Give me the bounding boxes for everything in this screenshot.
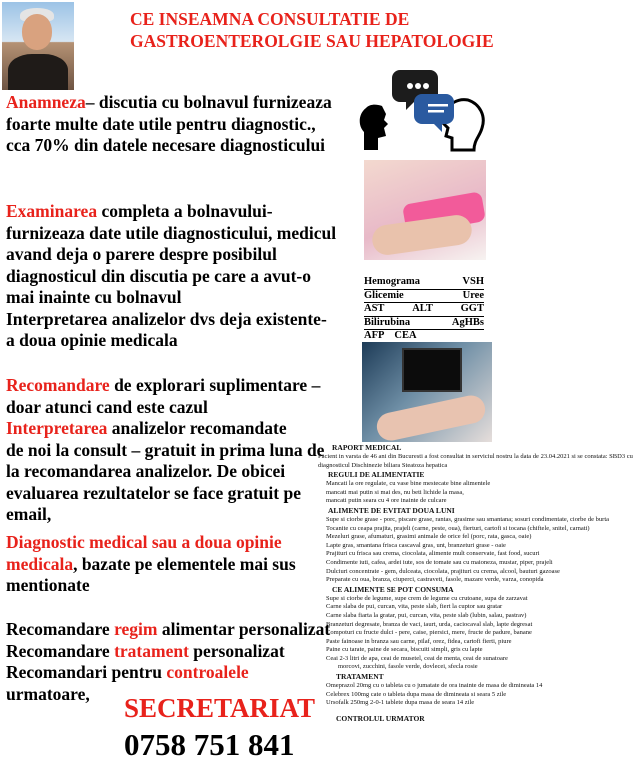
anamneza-paragraph — [6, 92, 366, 157]
lab-tests-table — [364, 276, 484, 344]
diagnostic-line-3: mentionate — [6, 575, 90, 595]
diagnostic-line-2-rest: , bazate pe elementele mai sus — [73, 553, 296, 574]
page-title — [130, 8, 600, 52]
report-evitat-list — [318, 516, 636, 585]
secretariat-label: SECRETARIAT — [124, 693, 316, 723]
list-item: • Ceai 2-3 litri de apa, ceai de musetel, ceai de menta, ceai de sunatoare — [326, 655, 636, 664]
list-item: • Prajituri cu frisca sau crema, ciocolata, alimente mult conservate, fast food, sucuri — [326, 550, 636, 559]
report-consuma-heading: CE ALIMENTE SE POT CONSUMA — [332, 584, 454, 594]
anamneza-term: Anamneza — [6, 92, 86, 112]
examinarea-line-5: mai inainte cu bolnavul — [6, 287, 182, 307]
list-item: • mancati putin seara cu 4 ore inainte de culcare — [326, 497, 636, 506]
anamneza-line-2: foarte multe date utile pentru diagnostic., — [6, 113, 316, 134]
list-item: • Preparate cu oua, branza, ciuperci, castraveti, fasole, mazare verde, varza, conopida — [326, 576, 636, 585]
report-regim-list — [318, 480, 636, 506]
recomandare-paragraph — [6, 375, 351, 526]
recomandare-line-3: analizelor recomandate — [107, 418, 287, 438]
medical-report-document — [318, 443, 636, 773]
anamneza-line-3: cca 70% din datele necesare diagnosticului — [6, 135, 326, 155]
list-item: • mancati mai putin si mai des, nu beti lichide la masa, — [326, 489, 636, 498]
list-item: • Omeprazol 20mg cu o tableta cu o jumatate de ora inainte de masa de dimineata 14 — [326, 682, 636, 691]
regim-term: regim — [114, 619, 158, 639]
recommendations-line-4: urmatoare, — [6, 683, 90, 704]
list-item: • Celebrex 100mg cate o tableta dupa masa de dimineata si seara 5 zile — [326, 691, 636, 700]
report-regim-heading: REGULI DE ALIMENTATIE — [328, 470, 425, 480]
list-item: • Lapte gras, smantana frisca cascaval gras, unt, branzeturi grase - oaie — [326, 542, 636, 551]
lab-row: AFP CEA — [364, 330, 484, 344]
lab-row: AST ALT GGT — [364, 303, 484, 317]
tratament-term: tratament — [114, 640, 189, 661]
report-control-heading: CONTROLUL URMATOR — [336, 713, 425, 723]
lab-row: Hemograma VSH — [364, 276, 484, 290]
recomandare-line-5: la recomandarea analizelor. De obicei — [6, 461, 286, 481]
list-item: • Dulciuri concentrate - gem, dulceata, ciocolata, prajituri cu crema, alcool, bauturi gazoase — [326, 568, 636, 577]
examinarea-line-1: completa a bolnavului- — [97, 201, 273, 221]
report-intro: Pacient in varsta de 46 ani din Bucuresti a fost consultat in serviciul nostru la data de 23.04.2021 si se constata: SBD3 cu diagnosticul Dischinezie biliara Steatoza hepatica — [318, 453, 633, 469]
examinarea-line-7: a doua opinie medicala — [6, 330, 178, 350]
diagnostic-paragraph — [6, 532, 351, 597]
list-item: • Branzeturi degresate, branza de vaci, iaurt, urda, caciocaval slab, lapte degresat — [326, 621, 636, 630]
recomandare-line-4: de noi la consult – gratuit in prima luna de — [6, 439, 325, 460]
list-item: • Carne slaba fiarta la gratar, pui, curcan, vita, peste slab (lubin, salau, pastrav) — [326, 612, 636, 621]
phone-number[interactable]: 0758 751 841 — [124, 727, 295, 762]
lab-row: Glicemie Uree — [364, 290, 484, 304]
diagnostic-line-2: medicala — [6, 553, 74, 574]
list-item: • Condimente iuti, cafea, ardei iute, sos de tomate sau cu maioneza, mustar, piper, prajeli — [326, 559, 636, 568]
report-consuma-list — [318, 595, 636, 664]
recomandare-line-6: evaluarea rezultatelor se face gratuit pe — [6, 482, 301, 503]
list-item: • Supe si ciorbe de legume, supe crem de legume cu crutoane, supa de zarzavat — [326, 595, 636, 604]
examinarea-line-3: avand deja o parere despre posibilul — [6, 244, 277, 264]
examinarea-line-2: furnizeaza date utile diagnosticului, medicul — [6, 222, 337, 243]
abdominal-exam-photo — [364, 160, 486, 260]
controalele-term: controalele — [166, 662, 249, 682]
list-item: • Mezeluri grase, afumaturi, grasimi animale de orice fel (porc, rata, gasca, oaie) — [326, 533, 636, 542]
list-item: • Paine cu tarate, paine de secara, biscuiti simpli, gris cu lapte — [326, 646, 636, 655]
list-item: • Tocanite cu ceapa prajita, prajeli (carne, peste, oua), fierturi, cartofi si tocana (chiftele, snitel, carnati) — [326, 525, 636, 534]
examinarea-line-6: Interpretarea analizelor dvs deja existente- — [6, 308, 327, 329]
lab-row: Bilirubina AgHBs — [364, 317, 484, 331]
report-tratament-heading: TRATAMENT — [336, 672, 384, 682]
report-evitat-heading: ALIMENTE DE EVITAT DOUA LUNI — [328, 505, 455, 515]
interpretarea-term: Interpretarea — [6, 418, 108, 438]
recomandare-line-1: de explorari suplimentare – — [109, 375, 321, 395]
list-item: • Paste fainoase in branza sau carne, pilaf, orez, fidea, cartofi fierti, piure — [326, 638, 636, 647]
examinarea-paragraph — [6, 201, 366, 352]
report-tratament-list — [318, 682, 636, 708]
list-item: • Mancati la ore regulate, cu vase bine mestecate bine alimentele — [326, 480, 636, 489]
consultation-heads-icon — [356, 64, 492, 152]
report-heading: RAPORT MEDICAL — [332, 443, 402, 452]
list-item: • Supe si ciorbe grase - porc, piscare grase, rantas, grasime sau smantana; sosuri condimentate, ciorbe de burta — [326, 516, 636, 525]
recomandare-line-7: email, — [6, 504, 52, 524]
doctor-portrait — [2, 2, 74, 90]
title-line-2: GASTROENTEROLGIE SAU HEPATOLOGIE — [130, 31, 494, 51]
diagnostic-line-1: Diagnostic medical sau a doua opinie — [6, 532, 282, 552]
ultrasound-exam-photo — [362, 342, 492, 442]
recomandare-term: Recomandare — [6, 375, 110, 395]
examinarea-line-4: diagnosticul din discutia pe care a avut-o — [6, 265, 311, 286]
list-item: • Ursofalk 250mg 2-0-1 tablete dupa masa de seara 14 zile — [326, 699, 636, 708]
anamneza-line-1: – discutia cu bolnavul furnizeaza — [85, 92, 332, 112]
recommendations-list: Recomandare regim alimentar personalizat Recomandare tratament personalizat Recomandari pentru controalele urmatoare, — [6, 619, 336, 705]
list-item: • Compoturi cu fructe dulci - pere, caise, piersici, mere, fructe de padure, banane — [326, 629, 636, 638]
examinarea-term: Examinarea — [6, 201, 98, 221]
list-item: • Carne slaba de pui, curcan, vita, peste slab, fiert la cuptor sau gratar — [326, 603, 636, 612]
report-extra: morcovi, zucchini, fasole verde, dovlecei, sfecla rosie — [338, 663, 478, 671]
recomandare-line-2: doar atunci cand este cazul — [6, 396, 208, 417]
title-line-1: CE INSEAMNA CONSULTATIE DE — [130, 9, 410, 29]
